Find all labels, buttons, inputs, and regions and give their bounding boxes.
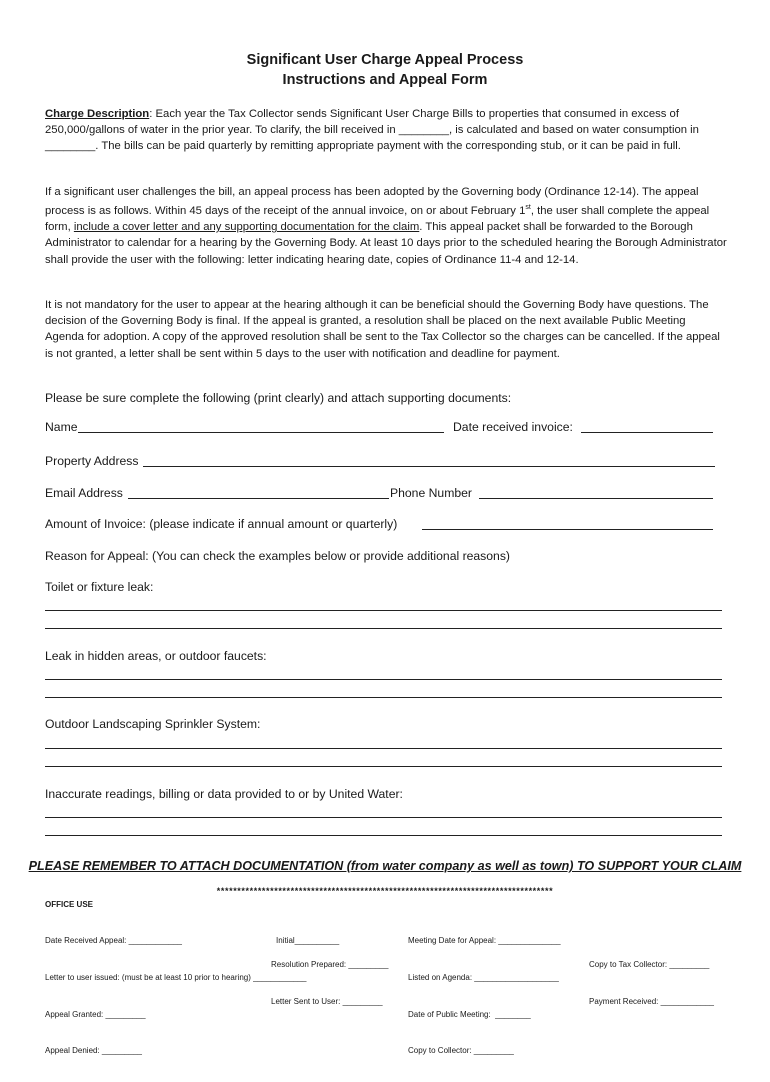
reason-toilet-label: Toilet or fixture leak: <box>45 580 154 594</box>
office-payment-received: Payment Received: ____________ <box>589 997 714 1007</box>
appeal-text-2: , the user shall complete the appeal form, <box>45 204 710 234</box>
appeal-text-1: If a significant user challenges the bill, an appeal process has been adopted by the Governing body (Ordinance 12-14). The appeal process is as follows. Within 45 days of the receipt of the annual invoice, on or about February 1 <box>45 186 699 217</box>
attach-documentation-reminder: PLEASE REMEMBER TO ATTACH DOCUMENTATION (from water company as well as town) TO SUPPORT YOUR CLAIM <box>28 859 742 873</box>
reason-toilet-line-1[interactable] <box>45 610 722 611</box>
amount-field[interactable] <box>422 529 713 530</box>
reason-inaccurate-line-1[interactable] <box>45 817 722 818</box>
office-copy-to-collector: Copy to Collector: _________ <box>408 1046 514 1056</box>
divider-stars: ********************************************************************************** <box>216 886 554 896</box>
office-initial: Initial__________ <box>276 936 340 946</box>
charge-description-paragraph <box>45 106 727 155</box>
form-subtitle: Instructions and Appeal Form <box>282 72 488 88</box>
appeal-text-3: . This appeal packet shall be forwarded to the Borough Administrator to calendar for a hearing by the Governing Body. At least 10 days prior to the scheduled hearing the Borough Administrator shall provide the user with the following: letter indicating hearing date, copies of Ordinance 11-4 and 12-14. <box>45 221 727 266</box>
reason-sprinkler-line-1[interactable] <box>45 748 722 749</box>
office-use-heading: OFFICE USE <box>45 900 94 909</box>
office-letter-issued: Letter to user issued: (must be at least 10 prior to hearing) ____________ <box>45 973 307 983</box>
phone-field[interactable] <box>479 498 713 499</box>
office-copy-to-tax-collector: Copy to Tax Collector: _________ <box>589 960 710 970</box>
office-date-public-meeting: Date of Public Meeting: ________ <box>408 1009 531 1019</box>
reason-inaccurate-line-2[interactable] <box>45 835 722 836</box>
reason-inaccurate-label: Inaccurate readings, billing or data provided to or by United Water: <box>45 787 403 801</box>
office-col-3 <box>408 911 561 1082</box>
charge-description-label: Charge Description <box>45 108 150 120</box>
phone-label: Phone Number <box>390 486 472 500</box>
reason-hidden-leak-line-1[interactable] <box>45 679 722 680</box>
email-field[interactable] <box>128 498 389 499</box>
form-title: Significant User Charge Appeal Process <box>246 52 524 68</box>
appeal-process-paragraph <box>45 184 727 268</box>
reason-sprinkler-label: Outdoor Landscaping Sprinkler System: <box>45 717 261 731</box>
date-received-label: Date received invoice: <box>453 420 573 434</box>
office-date-received-appeal: Date Received Appeal: ____________ <box>45 936 182 946</box>
appeal-superscript: st <box>525 204 531 212</box>
email-label: Email Address <box>45 486 123 500</box>
property-address-label: Property Address <box>45 454 139 468</box>
reason-sprinkler-line-2[interactable] <box>45 766 722 767</box>
office-letter-sent: Letter Sent to User: _________ <box>271 997 383 1007</box>
office-appeal-denied: Appeal Denied: _________ <box>45 1046 142 1056</box>
reason-hidden-leak-line-2[interactable] <box>45 697 722 698</box>
amount-label: Amount of Invoice: (please indicate if annual amount or quarterly) <box>45 517 398 531</box>
office-appeal-granted: Appeal Granted: _________ <box>45 1009 146 1019</box>
charge-description-text: : Each year the Tax Collector sends Significant User Charge Bills to properties that consumed in excess of 250,000/gallons of water in the prior year. To clarify, the bill received in ________, is calculated and based on water consumption in ________. The bills can be paid quarterly by remitting appropriate payment with the corresponding stub, or it can be paid in full. <box>45 108 699 153</box>
reason-hidden-leak-label: Leak in hidden areas, or outdoor faucets: <box>45 649 267 663</box>
instructions-text: Please be sure complete the following (print clearly) and attach supporting documents: <box>45 391 512 405</box>
office-col-4 <box>589 935 714 1033</box>
mandatory-paragraph <box>45 297 727 362</box>
office-listed-on-agenda: Listed on Agenda: ___________________ <box>408 973 559 983</box>
date-received-field[interactable] <box>581 432 713 433</box>
appeal-underlined-text: include a cover letter and any supporting documentation for the claim <box>73 221 420 234</box>
office-meeting-date: Meeting Date for Appeal: ______________ <box>408 936 561 946</box>
office-col-1 <box>45 911 307 1082</box>
name-label: Name <box>45 420 78 434</box>
mandatory-text: It is not mandatory for the user to appear at the hearing although it can be beneficial should the Governing Body have questions. The decision of the Governing Body is final. If the appeal is granted, a resolution shall be placed on the next available Public Meeting Agenda for adoption. A copy of the approved resolution shall be sent to the Tax Collector so the charges can be cancelled. If the appeal is not granted, a letter shall be sent within 5 days to the user with notification and deadline for payment. <box>45 299 720 360</box>
name-field[interactable] <box>78 432 444 433</box>
property-address-field[interactable] <box>143 466 715 467</box>
reason-heading: Reason for Appeal: (You can check the examples below or provide additional reasons) <box>45 549 510 563</box>
office-resolution-prepared: Resolution Prepared: _________ <box>271 960 389 970</box>
reason-toilet-line-2[interactable] <box>45 628 722 629</box>
office-col-2b <box>271 935 388 1033</box>
